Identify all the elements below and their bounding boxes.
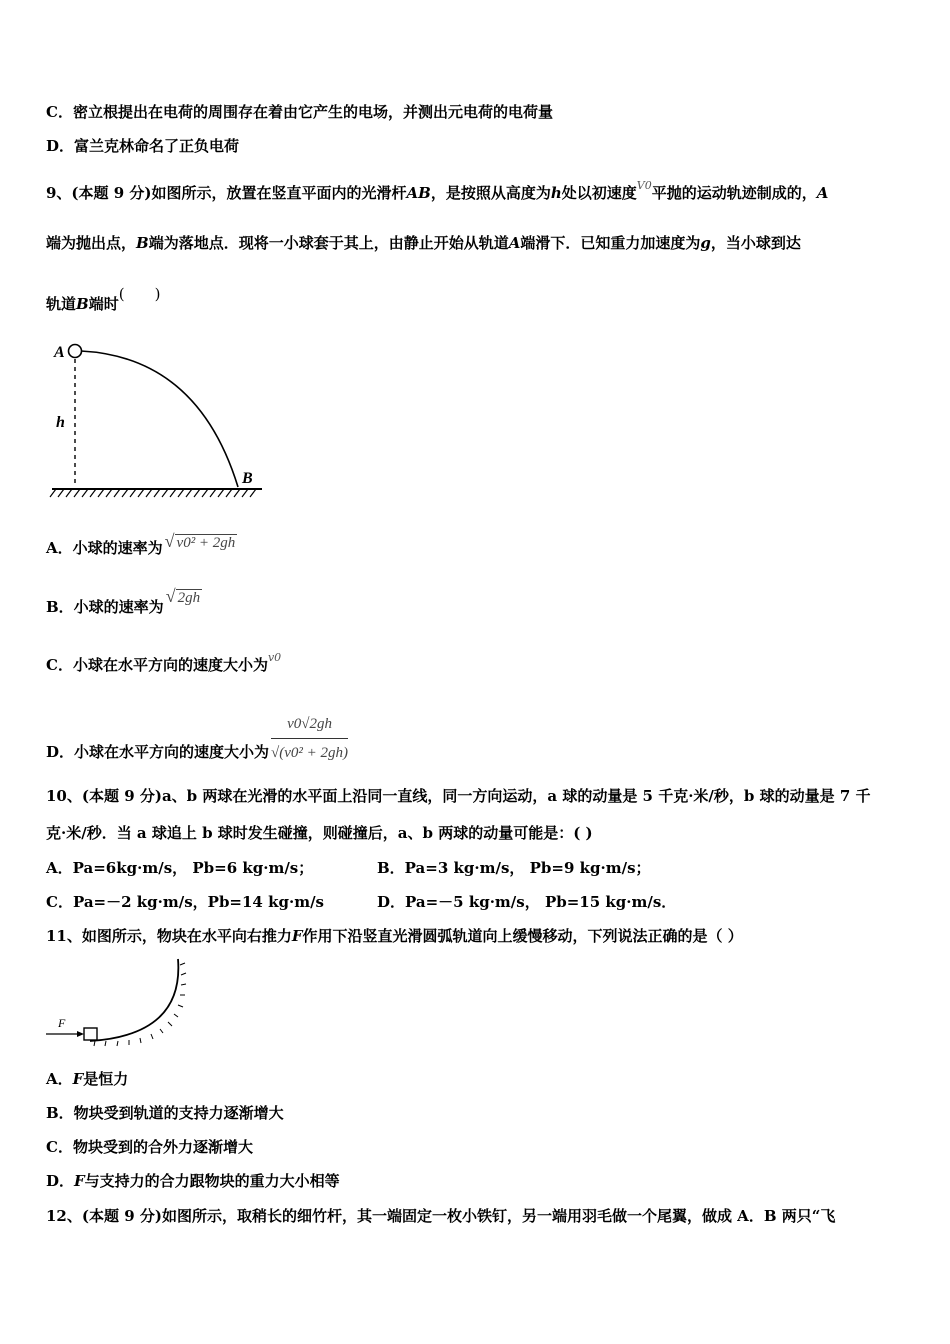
q8-option-c: C．密立根提出在电荷的周围存在着由它产生的电场，并测出元电荷的电荷量 [46, 103, 553, 121]
q10-stem-line2: 克·米/秒．当 a 球追上 b 球时发生碰撞，则碰撞后，a、b 两球的动量可能是：( ) [46, 824, 593, 842]
v0-symbol: V0 [636, 179, 652, 192]
q8-option-d: D．富兰克林命名了正负电荷 [46, 137, 240, 155]
q9-option-b: B．小球的速率为√ 2gh [46, 586, 201, 616]
q9-option-a: A．小球的速率为 √ v0² + 2gh [46, 531, 236, 557]
ball-icon [69, 345, 82, 358]
q12-stem-line1: 12、(本题 9 分)如图所示，取稍长的细竹杆，其一端固定一枚小铁钉，另一端用羽毛做一个尾翼，做成 A．B 两只“飞 [46, 1207, 836, 1225]
q11-option-a: A．F是恒力 [46, 1070, 129, 1088]
q9-stem-line2: 端为抛出点，B端为落地点．现将一小球套于其上，由静止开始从轨道A端滑下．已知重力加速度为g，当小球到达 [46, 234, 801, 252]
q10-option-d: D．Pa=－5 kg·m/s， Pb=15 kg·m/s． [377, 893, 677, 911]
option-b-formula: √ 2gh [165, 586, 201, 606]
q10-option-b: B．Pa=3 kg·m/s， Pb=9 kg·m/s； [377, 859, 651, 877]
arrow-head-icon [77, 1031, 84, 1037]
trajectory-curve [81, 351, 238, 487]
q9-stem-line3: 轨道B端时( ) [46, 285, 161, 313]
label-h: h [56, 414, 65, 431]
q10-stem-line1: 10、(本题 9 分)a、b 两球在光滑的水平面上沿同一直线，同一方向运动，a 球的动量是 5 千克·米/秒，b 球的动量是 7 千 [46, 787, 871, 805]
arc-hatch [94, 963, 186, 1046]
q11-stem: 11、如图所示，物块在水平向右推力F作用下沿竖直光滑圆弧轨道向上缓慢移动，下列说法正确的是（ ） [46, 927, 743, 945]
block-icon [84, 1028, 97, 1040]
option-d-fraction [271, 712, 348, 765]
q11-option-c: C．物块受到的合外力逐渐增大 [46, 1138, 253, 1156]
q10-option-a: A．Pa=6kg·m/s， Pb=6 kg·m/s； [46, 859, 314, 877]
fraction-numerator: v0√2gh [271, 712, 348, 739]
ground-hatch [50, 489, 256, 497]
option-a-formula: √ v0² + 2gh [164, 531, 236, 551]
label-b: B [242, 470, 253, 487]
label-a: A [54, 344, 65, 361]
arc-track [90, 959, 178, 1041]
q10-option-c: C．Pa=－2 kg·m/s，Pb=14 kg·m/s [46, 893, 324, 911]
option-c-formula: v0 [267, 651, 282, 664]
fraction-denominator: √(v0² + 2gh) [271, 745, 349, 761]
q11-arc-track-figure [44, 955, 194, 1050]
q9-option-d: D．小球在水平方向的速度大小为 $\frac{v0√2gh}{\text{√(v0² + 2gh)}}$ [46, 712, 348, 765]
label-f: F [58, 1016, 66, 1030]
q9-option-c: C．小球在水平方向的速度大小为$^{v0}$ [46, 651, 282, 674]
answer-paren: ( ) [118, 285, 161, 303]
q11-option-b: B．物块受到轨道的支持力逐渐增大 [46, 1104, 284, 1122]
q9-stem-line1: 9、(本题 9 分)如图所示，放置在竖直平面内的光滑杆AB，是按照从高度为h处以初速度$^{V0}$平抛的运动轨迹制成的，A [46, 179, 829, 202]
q9-trajectory-figure [48, 335, 268, 505]
q11-option-d: D．F与支持力的合力跟物块的重力大小相等 [46, 1172, 340, 1190]
